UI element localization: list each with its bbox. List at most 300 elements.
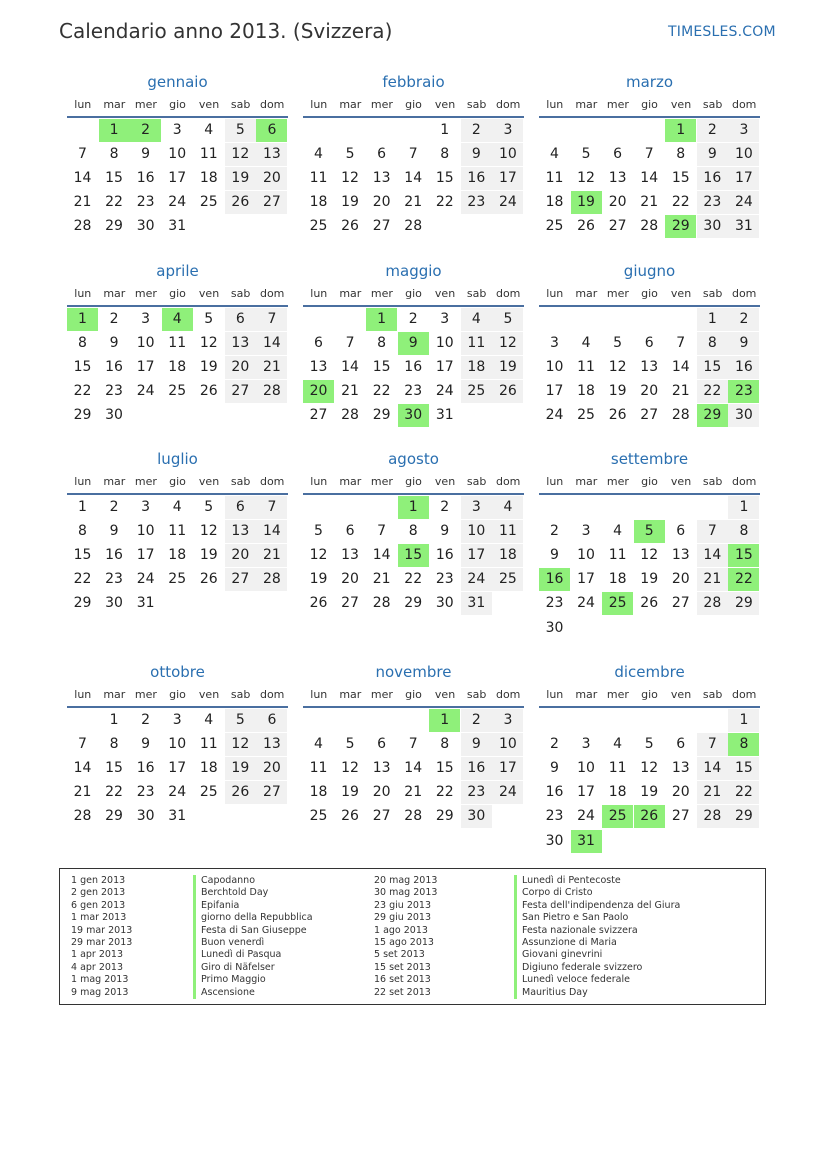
- day-cell: 26: [199, 383, 218, 400]
- weekday-label: gio: [641, 287, 658, 300]
- day-cell: 10: [136, 335, 155, 352]
- day-cell: 11: [168, 335, 187, 352]
- legend-holiday-name: Festa di San Giuseppe: [193, 925, 313, 937]
- weekday-label: mar: [575, 475, 598, 488]
- day-cell: 18: [168, 359, 187, 376]
- weekday-label: gio: [405, 287, 422, 300]
- legend-holiday-name: Lunedì veloce federale: [514, 974, 680, 986]
- holiday-day-cell: 20: [303, 380, 334, 403]
- legend-date: 1 mar 2013: [71, 912, 127, 924]
- day-cell: 6: [256, 709, 287, 732]
- day-cell: 22: [372, 383, 391, 400]
- day-cell: 13: [256, 733, 287, 756]
- day-cell: 8: [676, 146, 686, 163]
- day-cell: 24: [577, 595, 595, 612]
- day-cell: 23: [697, 191, 728, 214]
- day-cell: 4: [172, 499, 182, 515]
- header-divider: [539, 116, 760, 118]
- weekday-header: [303, 688, 524, 702]
- day-cell: 17: [577, 784, 595, 801]
- day-cell: 10: [435, 335, 454, 352]
- day-cell: 8: [728, 520, 759, 543]
- weekday-label: sab: [230, 287, 251, 300]
- legend-date: 15 set 2013: [374, 961, 431, 973]
- day-cell: 13: [640, 359, 659, 376]
- day-cell: 16: [435, 547, 454, 564]
- day-cell: 15: [105, 760, 123, 777]
- weekday-label: ven: [434, 287, 456, 300]
- holiday-day-cell: 1: [429, 709, 460, 732]
- legend-dates-right: [374, 875, 437, 999]
- day-cell: 18: [199, 170, 218, 187]
- holiday-day-cell: 31: [571, 830, 602, 853]
- day-cell: 28: [404, 808, 423, 825]
- day-cell: 28: [372, 595, 391, 612]
- holiday-day-cell: 23: [728, 380, 759, 403]
- month-novembre: [303, 663, 524, 863]
- legend-date: 2 gen 2013: [71, 887, 126, 899]
- day-cell: 8: [440, 146, 450, 163]
- day-cell: 18: [168, 547, 187, 564]
- weekday-label: dom: [259, 98, 285, 111]
- holiday-day-cell: 1: [67, 308, 98, 331]
- day-cell: 10: [461, 520, 492, 543]
- day-cell: 5: [225, 119, 256, 142]
- weekday-label: gio: [169, 287, 186, 300]
- day-cell: 2: [550, 736, 559, 753]
- weekday-label: ven: [670, 287, 692, 300]
- day-cell: 18: [461, 356, 492, 379]
- legend-holiday-name: Ascensione: [193, 987, 313, 999]
- day-cell: 7: [697, 520, 728, 543]
- weekday-label: dom: [731, 475, 757, 488]
- day-cell: 24: [435, 383, 454, 400]
- day-cell: 3: [492, 709, 523, 732]
- day-cell: 16: [404, 359, 423, 376]
- day-cell: 21: [73, 194, 92, 211]
- day-cell: 6: [225, 496, 256, 519]
- day-cell: 15: [671, 170, 690, 187]
- weekday-label: mer: [370, 688, 393, 701]
- weekday-label: gio: [169, 475, 186, 488]
- legend-holiday-name: Giro di Näfelser: [193, 962, 313, 974]
- day-cell: 4: [314, 736, 323, 753]
- day-cell: 18: [492, 544, 523, 567]
- day-cell: 29: [728, 592, 759, 615]
- weekday-label: lun: [74, 287, 92, 300]
- day-cell: 23: [404, 383, 423, 400]
- weekday-label: ven: [670, 98, 692, 111]
- month-name: marzo: [625, 73, 674, 91]
- day-cell: 10: [492, 143, 523, 166]
- day-cell: 5: [492, 308, 523, 331]
- day-cell: 17: [168, 170, 187, 187]
- day-cell: 18: [199, 760, 218, 777]
- weekday-label: ven: [670, 475, 692, 488]
- day-cell: 19: [492, 356, 523, 379]
- legend-holiday-name: Mauritius Day: [514, 987, 680, 999]
- day-cell: 12: [341, 170, 359, 187]
- weekday-label: lun: [74, 688, 92, 701]
- day-cell: 9: [440, 523, 450, 540]
- day-cell: 3: [172, 122, 182, 138]
- day-cell: 11: [492, 520, 523, 543]
- legend-holiday-name: San Pietro e San Paolo: [514, 912, 680, 924]
- day-cell: 30: [105, 595, 123, 612]
- legend-date: 1 mag 2013: [71, 974, 129, 986]
- day-cell: 29: [105, 808, 123, 825]
- day-cell: 28: [671, 407, 690, 424]
- day-cell: 12: [577, 170, 595, 187]
- weekday-label: lun: [310, 688, 328, 701]
- day-cell: 12: [640, 760, 659, 777]
- day-cell: 22: [105, 784, 123, 801]
- day-cell: 29: [105, 218, 123, 235]
- month-giugno: [539, 262, 760, 462]
- day-cell: 9: [109, 335, 119, 352]
- holiday-day-cell: 16: [539, 568, 570, 591]
- day-cell: 11: [168, 523, 187, 540]
- day-cell: 27: [372, 808, 391, 825]
- day-cell: 11: [199, 146, 218, 163]
- day-cell: 31: [728, 215, 759, 238]
- day-cell: 6: [314, 335, 323, 352]
- day-cell: 15: [728, 757, 759, 780]
- header-divider: [303, 493, 524, 495]
- day-cell: 24: [136, 571, 155, 588]
- month-luglio: [67, 450, 288, 650]
- day-cell: 13: [372, 170, 391, 187]
- month-name: novembre: [375, 663, 452, 681]
- day-cell: 25: [309, 218, 328, 235]
- header-divider: [539, 493, 760, 495]
- day-cell: 24: [168, 784, 187, 801]
- weekday-header: [539, 98, 760, 112]
- day-cell: 11: [577, 359, 595, 376]
- legend-date: 19 mar 2013: [71, 924, 133, 936]
- day-cell: 28: [73, 808, 92, 825]
- month-febbraio: [303, 73, 524, 273]
- day-cell: 12: [640, 547, 659, 564]
- day-cell: 18: [309, 194, 328, 211]
- weekday-label: lun: [310, 475, 328, 488]
- legend-date: 29 mar 2013: [71, 936, 133, 948]
- weekday-label: dom: [495, 98, 521, 111]
- weekday-header: [303, 475, 524, 489]
- weekday-label: lun: [546, 98, 564, 111]
- weekday-label: mar: [339, 688, 362, 701]
- day-cell: 11: [545, 170, 564, 187]
- day-cell: 25: [577, 407, 595, 424]
- day-cell: 22: [435, 784, 454, 801]
- day-cell: 28: [697, 805, 728, 828]
- day-cell: 31: [136, 595, 155, 612]
- day-cell: 25: [545, 218, 564, 235]
- weekday-label: gio: [169, 688, 186, 701]
- day-cell: 23: [545, 808, 564, 825]
- day-cell: 23: [461, 191, 492, 214]
- weekday-label: sab: [702, 287, 723, 300]
- month-dicembre: [539, 663, 760, 863]
- day-cell: 2: [408, 311, 418, 327]
- day-cell: 13: [225, 520, 256, 543]
- legend-holiday-name: Corpo di Cristo: [514, 887, 680, 899]
- month-name: gennaio: [147, 73, 208, 91]
- holiday-day-cell: 5: [634, 520, 665, 543]
- weekday-header: [67, 98, 288, 112]
- day-cell: 27: [608, 218, 627, 235]
- day-cell: 3: [461, 496, 492, 519]
- legend-date: 22 set 2013: [374, 986, 431, 998]
- day-cell: 20: [341, 571, 359, 588]
- day-cell: 13: [341, 547, 359, 564]
- day-cell: 21: [341, 383, 359, 400]
- holiday-day-cell: 6: [256, 119, 287, 142]
- day-cell: 1: [109, 712, 119, 728]
- day-cell: 11: [309, 170, 328, 187]
- day-cell: 29: [73, 595, 92, 612]
- day-cell: 7: [408, 146, 418, 163]
- day-cell: 18: [545, 194, 564, 211]
- day-cell: 7: [345, 335, 355, 352]
- legend-date: 15 ago 2013: [374, 936, 434, 948]
- weekday-label: lun: [546, 287, 564, 300]
- weekday-label: mar: [339, 287, 362, 300]
- day-cell: 16: [105, 359, 123, 376]
- month-name: settembre: [610, 450, 689, 468]
- legend-holiday-name: Festa nazionale svizzera: [514, 925, 680, 937]
- day-cell: 23: [461, 781, 492, 804]
- day-cell: 27: [256, 191, 287, 214]
- day-cell: 12: [199, 335, 218, 352]
- day-cell: 5: [345, 146, 355, 163]
- day-cell: 7: [377, 523, 387, 540]
- legend-holiday-name: Assunzione di Maria: [514, 937, 680, 949]
- day-cell: 17: [577, 571, 595, 588]
- legend-holiday-name: Epifania: [193, 900, 313, 912]
- day-cell: 19: [640, 784, 659, 801]
- day-cell: 28: [256, 568, 287, 591]
- day-cell: 24: [545, 407, 564, 424]
- day-cell: 16: [136, 760, 155, 777]
- day-cell: 3: [172, 712, 182, 728]
- day-cell: 31: [168, 808, 187, 825]
- weekday-label: gio: [169, 98, 186, 111]
- holiday-day-cell: 25: [602, 805, 633, 828]
- day-cell: 16: [728, 356, 759, 379]
- day-cell: 17: [168, 760, 187, 777]
- day-cell: 17: [461, 544, 492, 567]
- day-cell: 21: [697, 781, 728, 804]
- page-title: Calendario anno 2013. (Svizzera): [59, 19, 393, 43]
- day-cell: 27: [671, 808, 690, 825]
- day-cell: 29: [435, 808, 454, 825]
- day-cell: 19: [341, 784, 359, 801]
- legend-holiday-name: Capodanno: [193, 875, 313, 887]
- day-cell: 24: [728, 191, 759, 214]
- weekday-label: mar: [575, 287, 598, 300]
- day-cell: 15: [435, 760, 454, 777]
- day-cell: 14: [404, 170, 423, 187]
- day-cell: 23: [435, 571, 454, 588]
- day-cell: 15: [697, 356, 728, 379]
- holiday-day-cell: 30: [398, 404, 429, 427]
- day-cell: 6: [345, 523, 355, 540]
- day-cell: 1: [78, 499, 87, 515]
- day-cell: 8: [109, 146, 119, 163]
- day-cell: 21: [256, 544, 287, 567]
- day-cell: 2: [461, 709, 492, 732]
- day-cell: 8: [78, 335, 87, 352]
- day-cell: 7: [78, 736, 87, 753]
- weekday-label: mer: [370, 475, 393, 488]
- day-cell: 25: [168, 383, 187, 400]
- legend-dates-left: [71, 875, 132, 999]
- weekday-label: mar: [339, 98, 362, 111]
- weekday-label: dom: [495, 475, 521, 488]
- weekday-label: sab: [702, 688, 723, 701]
- day-cell: 29: [404, 595, 423, 612]
- weekday-label: mer: [370, 98, 393, 111]
- day-cell: 23: [545, 595, 564, 612]
- day-cell: 6: [225, 308, 256, 331]
- day-cell: 16: [136, 170, 155, 187]
- day-cell: 13: [256, 143, 287, 166]
- weekday-label: mer: [606, 287, 629, 300]
- day-cell: 12: [608, 359, 627, 376]
- weekday-label: mar: [103, 287, 126, 300]
- day-cell: 24: [461, 568, 492, 591]
- day-cell: 3: [141, 499, 151, 515]
- day-cell: 13: [608, 170, 627, 187]
- day-cell: 4: [613, 736, 623, 753]
- day-cell: 30: [136, 218, 155, 235]
- day-cell: 17: [136, 547, 155, 564]
- day-cell: 19: [199, 547, 218, 564]
- day-cell: 9: [109, 523, 119, 540]
- weekday-label: mar: [575, 688, 598, 701]
- day-cell: 7: [256, 496, 287, 519]
- weekday-label: sab: [230, 688, 251, 701]
- weekday-label: ven: [198, 475, 220, 488]
- weekday-label: mer: [134, 287, 157, 300]
- day-cell: 11: [461, 332, 492, 355]
- weekday-label: gio: [405, 98, 422, 111]
- day-cell: 31: [168, 218, 187, 235]
- day-cell: 12: [199, 523, 218, 540]
- legend-date: 1 apr 2013: [71, 949, 124, 961]
- day-cell: 15: [73, 547, 92, 564]
- day-cell: 17: [435, 359, 454, 376]
- day-cell: 20: [256, 167, 287, 190]
- day-cell: 24: [492, 191, 523, 214]
- weekday-label: sab: [466, 287, 487, 300]
- day-cell: 10: [136, 523, 155, 540]
- legend-holiday-name: Berchtold Day: [193, 887, 313, 899]
- day-cell: 26: [341, 218, 359, 235]
- day-cell: 5: [345, 736, 355, 753]
- day-cell: 17: [492, 757, 523, 780]
- legend-holiday-name: Digiuno federale svizzero: [514, 962, 680, 974]
- weekday-label: dom: [259, 287, 285, 300]
- day-cell: 27: [671, 595, 690, 612]
- legend-date: 6 gen 2013: [71, 899, 126, 911]
- weekday-label: mer: [606, 688, 629, 701]
- day-cell: 30: [545, 832, 564, 849]
- day-cell: 13: [671, 760, 690, 777]
- day-cell: 18: [608, 571, 627, 588]
- day-cell: 23: [105, 571, 123, 588]
- day-cell: 14: [697, 544, 728, 567]
- day-cell: 6: [613, 146, 623, 163]
- month-gennaio: [67, 73, 288, 273]
- day-cell: 6: [676, 523, 686, 540]
- day-cell: 20: [608, 194, 627, 211]
- day-cell: 14: [341, 359, 359, 376]
- day-cell: 28: [73, 218, 92, 235]
- day-cell: 20: [256, 757, 287, 780]
- day-cell: 21: [404, 784, 423, 801]
- header-divider: [539, 706, 760, 708]
- weekday-label: mer: [606, 475, 629, 488]
- day-cell: 21: [372, 571, 391, 588]
- legend-date: 1 ago 2013: [374, 924, 428, 936]
- day-cell: 19: [225, 757, 256, 780]
- day-cell: 15: [372, 359, 391, 376]
- day-cell: 10: [545, 359, 564, 376]
- month-name: giugno: [623, 262, 676, 280]
- day-cell: 9: [461, 733, 492, 756]
- holiday-day-cell: 2: [130, 119, 161, 142]
- day-cell: 26: [577, 218, 595, 235]
- day-cell: 20: [671, 784, 690, 801]
- weekday-label: gio: [641, 688, 658, 701]
- day-cell: 4: [613, 523, 623, 540]
- day-cell: 28: [640, 218, 659, 235]
- brand-link[interactable]: TIMESLES.COM: [668, 24, 776, 40]
- day-cell: 24: [168, 194, 187, 211]
- weekday-label: gio: [641, 475, 658, 488]
- day-cell: 8: [109, 736, 119, 753]
- day-cell: 7: [78, 146, 87, 163]
- day-cell: 11: [199, 736, 218, 753]
- day-cell: 8: [78, 523, 87, 540]
- day-cell: 14: [697, 757, 728, 780]
- weekday-label: sab: [230, 98, 251, 111]
- day-cell: 6: [377, 146, 387, 163]
- day-cell: 22: [435, 194, 454, 211]
- day-cell: 9: [461, 143, 492, 166]
- day-cell: 7: [697, 733, 728, 756]
- legend-date: 23 giu 2013: [374, 899, 431, 911]
- day-cell: 22: [404, 571, 423, 588]
- day-cell: 14: [256, 520, 287, 543]
- day-cell: 16: [105, 547, 123, 564]
- day-cell: 5: [225, 709, 256, 732]
- legend-holiday-name: Primo Maggio: [193, 974, 313, 986]
- day-cell: 5: [204, 499, 214, 515]
- day-cell: 16: [697, 167, 728, 190]
- day-cell: 25: [199, 194, 218, 211]
- legend-date: 16 set 2013: [374, 974, 431, 986]
- day-cell: 11: [309, 760, 328, 777]
- day-cell: 15: [105, 170, 123, 187]
- day-cell: 26: [225, 191, 256, 214]
- day-cell: 18: [309, 784, 328, 801]
- weekday-label: gio: [405, 688, 422, 701]
- legend-holiday-name: Lunedì di Pasqua: [193, 949, 313, 961]
- day-cell: 14: [256, 332, 287, 355]
